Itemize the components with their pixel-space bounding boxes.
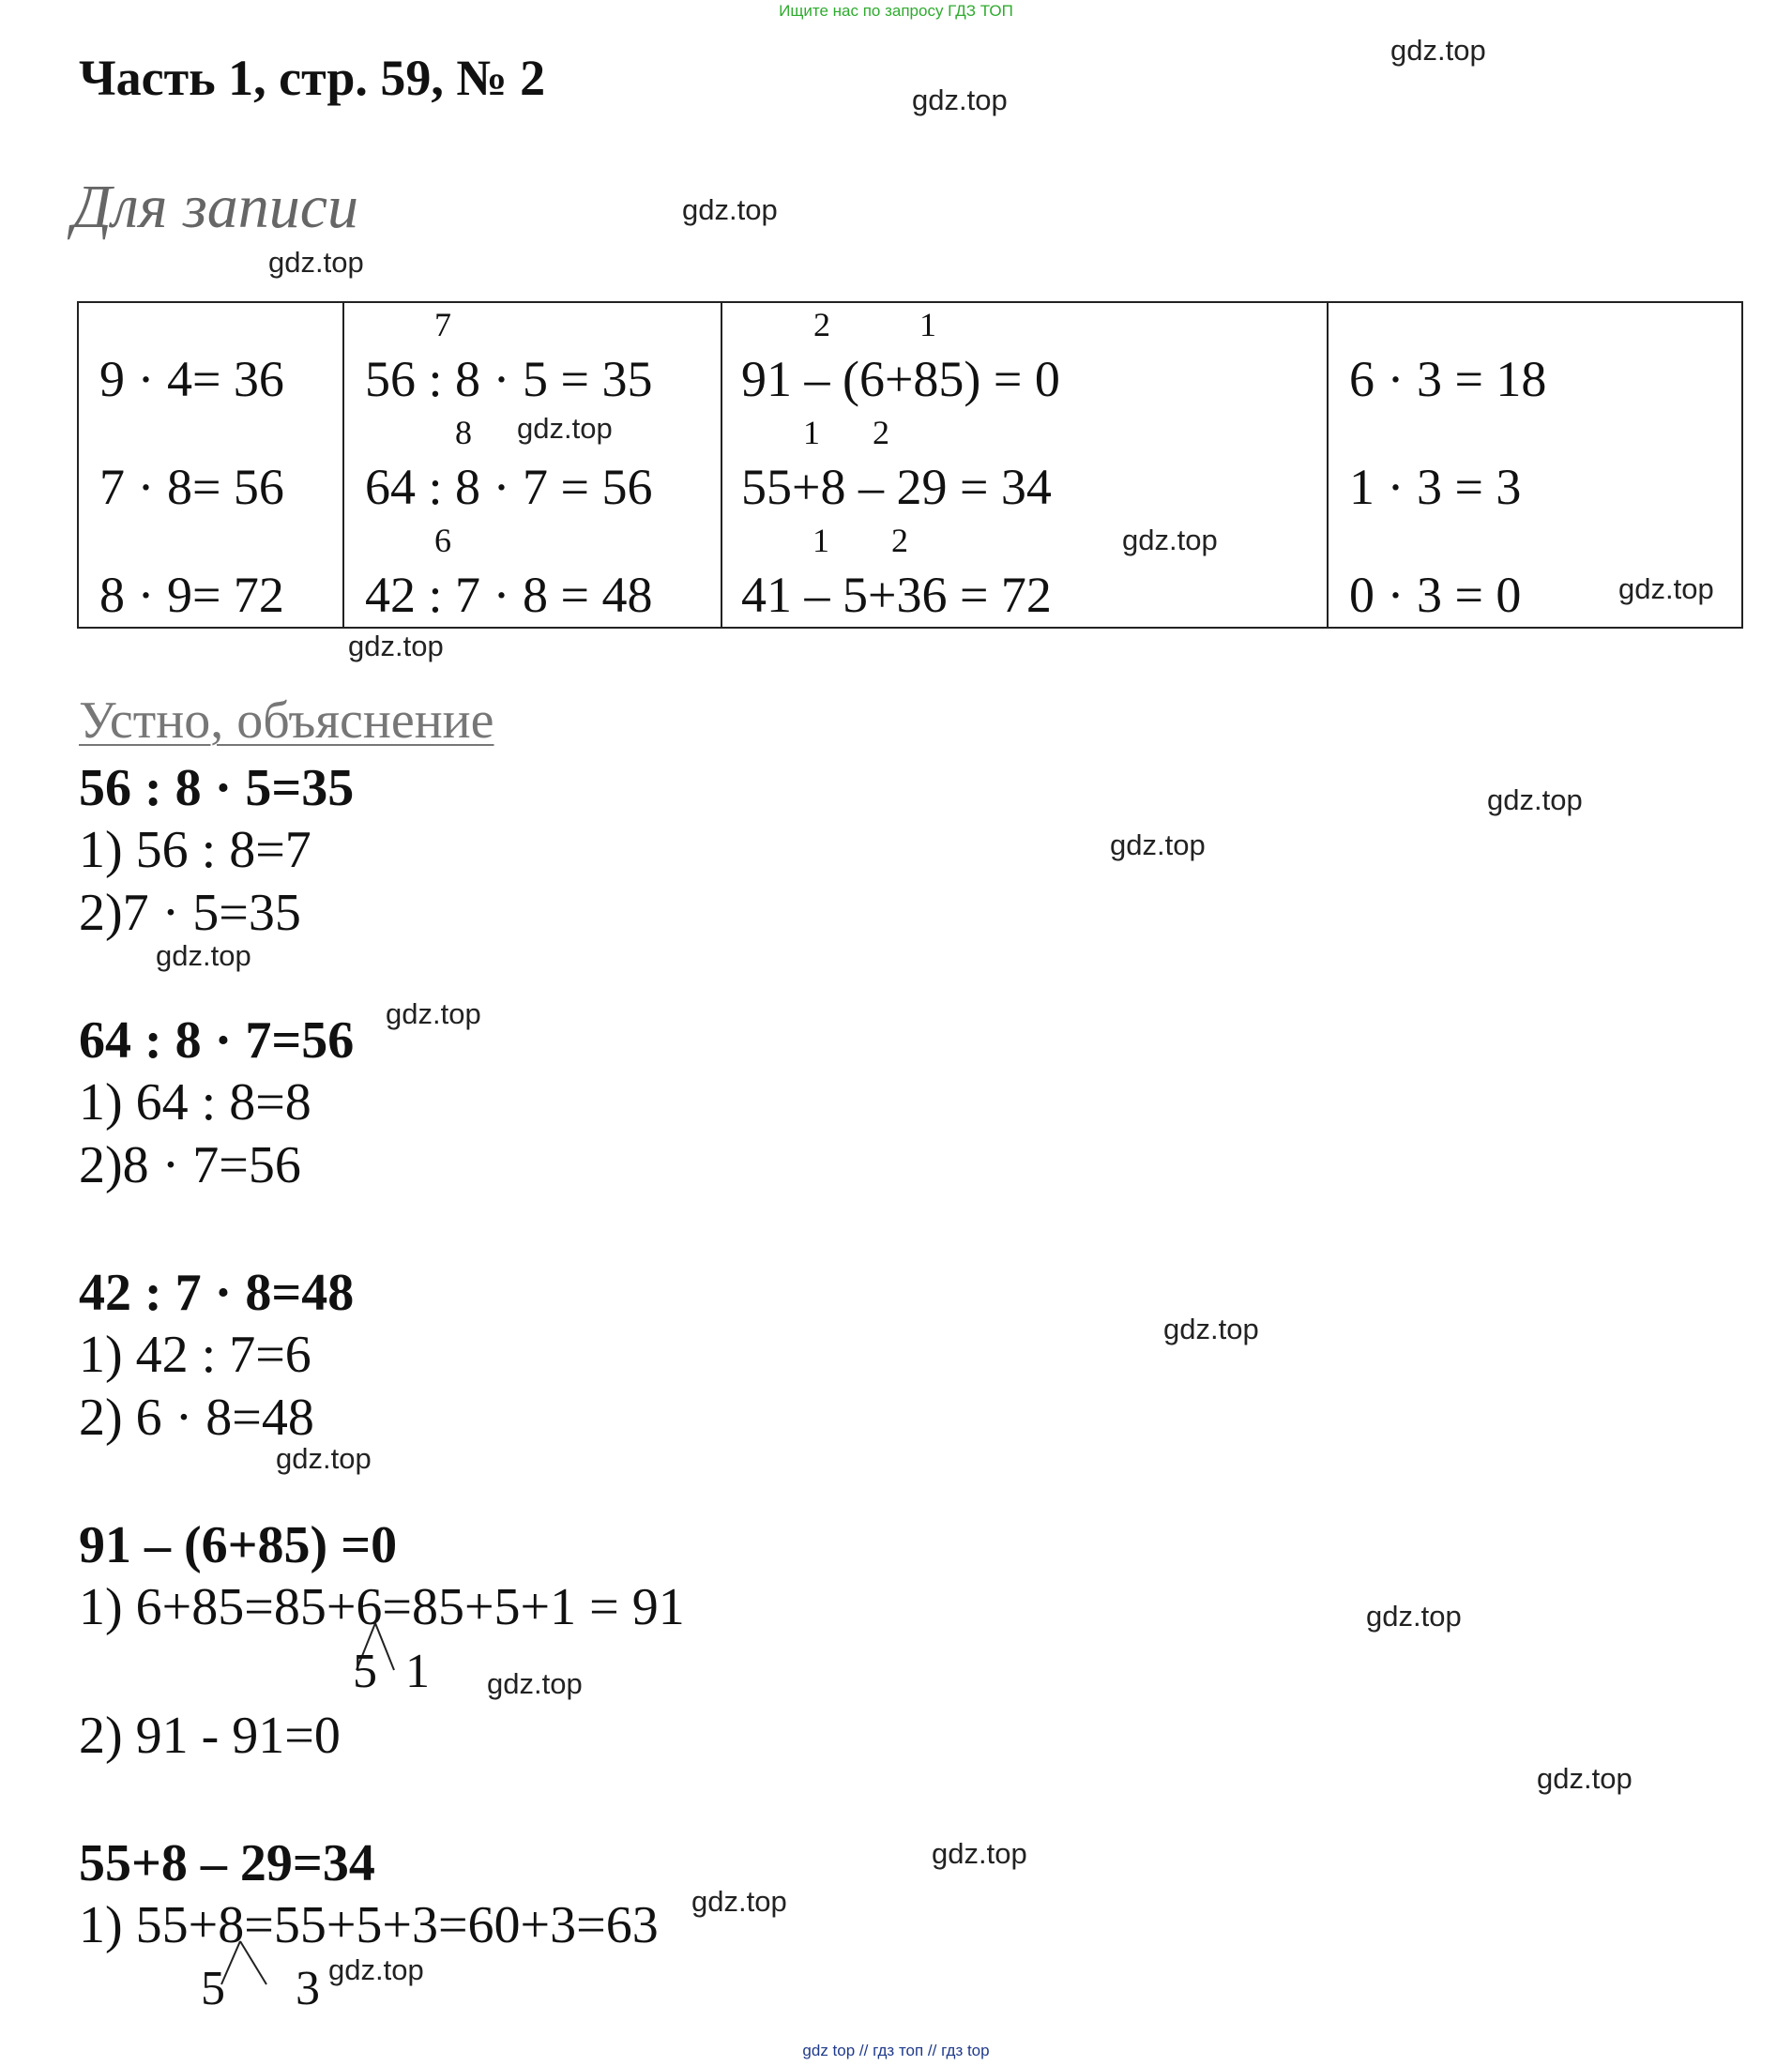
table-column-3: [721, 302, 1328, 628]
watermark: gdz.top: [682, 193, 778, 226]
watermark: gdz.top: [517, 412, 613, 445]
watermark: gdz.top: [912, 84, 1008, 116]
table-column-1: [78, 302, 343, 628]
example-heading: 91 – (6+85) =0: [79, 1516, 398, 1574]
page-title: Часть 1, стр. 59, № 2: [79, 50, 546, 106]
table-column-4: [1328, 302, 1742, 628]
watermark: gdz.top: [328, 1953, 424, 1986]
operation-order: 1: [803, 414, 820, 451]
top-banner: Ищите нас по запросу ГДЗ ТОП: [779, 2, 1013, 20]
example-step: 2) 6 · 8=48: [79, 1389, 314, 1447]
example-step: 1) 56 : 8=7: [79, 821, 311, 879]
table-cell: 91 – (6+85) = 0: [741, 351, 1060, 407]
watermark: gdz.top: [386, 997, 481, 1030]
split-part: 5: [201, 1962, 225, 2015]
table-cell: 1 · 3 = 3: [1349, 459, 1522, 515]
split-part: 5: [353, 1645, 377, 1698]
table-cell: 41 – 5+36 = 72: [741, 567, 1052, 623]
example-heading: 56 : 8 · 5=35: [79, 759, 355, 817]
watermark: gdz.top: [1618, 572, 1714, 605]
table-cell: 7 · 8= 56: [99, 459, 284, 515]
example-step: 1) 55+8=55+5+3=60+3=63: [79, 1896, 659, 1954]
table-cell: 9 · 4= 36: [99, 351, 284, 407]
operation-order: 1: [919, 306, 936, 343]
operation-order: 1: [812, 522, 829, 559]
watermark: gdz.top: [156, 939, 251, 972]
watermark: gdz.top: [1110, 828, 1206, 861]
table-cell: 56 : 8 · 5 = 35: [365, 351, 653, 407]
example-step: 1) 6+85=85+6=85+5+1 = 91: [79, 1578, 685, 1636]
table-cell: 64 : 8 · 7 = 56: [365, 459, 653, 515]
example-heading: 55+8 – 29=34: [79, 1834, 375, 1892]
operation-order: 2: [813, 306, 830, 343]
table-cell: 55+8 – 29 = 34: [741, 459, 1052, 515]
watermark: gdz.top: [276, 1442, 372, 1475]
watermark: gdz.top: [932, 1837, 1027, 1870]
watermark: gdz.top: [1537, 1762, 1633, 1795]
example-heading: 64 : 8 · 7=56: [79, 1011, 355, 1070]
watermark: gdz.top: [691, 1885, 787, 1918]
watermark: gdz.top: [487, 1667, 583, 1700]
watermark: gdz.top: [1163, 1313, 1259, 1345]
table-cell: 42 : 7 · 8 = 48: [365, 567, 653, 623]
watermark: gdz.top: [1122, 524, 1218, 556]
oral-section-title: Устно, объяснение: [79, 691, 494, 750]
example-step: 2)7 · 5=35: [79, 884, 301, 942]
operation-order: 2: [873, 414, 889, 451]
intermediate-result: 6: [434, 522, 451, 559]
footer-links[interactable]: gdz top // гдз топ // гдз top: [802, 2042, 990, 2059]
example-step: 1) 42 : 7=6: [79, 1326, 311, 1384]
watermark: gdz.top: [348, 630, 444, 662]
table-column-2: [343, 302, 721, 628]
example-step: 2)8 · 7=56: [79, 1136, 301, 1194]
intermediate-result: 7: [434, 306, 451, 343]
watermark: gdz.top: [1390, 34, 1486, 67]
watermark: gdz.top: [268, 246, 364, 279]
table-cell: 0 · 3 = 0: [1349, 567, 1522, 623]
intermediate-result: 8: [455, 414, 472, 451]
split-part: 3: [296, 1962, 320, 2015]
watermark: gdz.top: [1487, 783, 1583, 816]
split-part: 1: [405, 1645, 430, 1698]
section-title: Для записи: [72, 173, 358, 241]
operation-order: 2: [891, 522, 908, 559]
example-heading: 42 : 7 · 8=48: [79, 1264, 355, 1322]
table-cell: 6 · 3 = 18: [1349, 351, 1547, 407]
work-table: [77, 301, 1743, 629]
table-cell: 8 · 9= 72: [99, 567, 284, 623]
example-step: 2) 91 - 91=0: [79, 1707, 341, 1765]
example-step: 1) 64 : 8=8: [79, 1073, 311, 1132]
watermark: gdz.top: [1366, 1600, 1462, 1633]
